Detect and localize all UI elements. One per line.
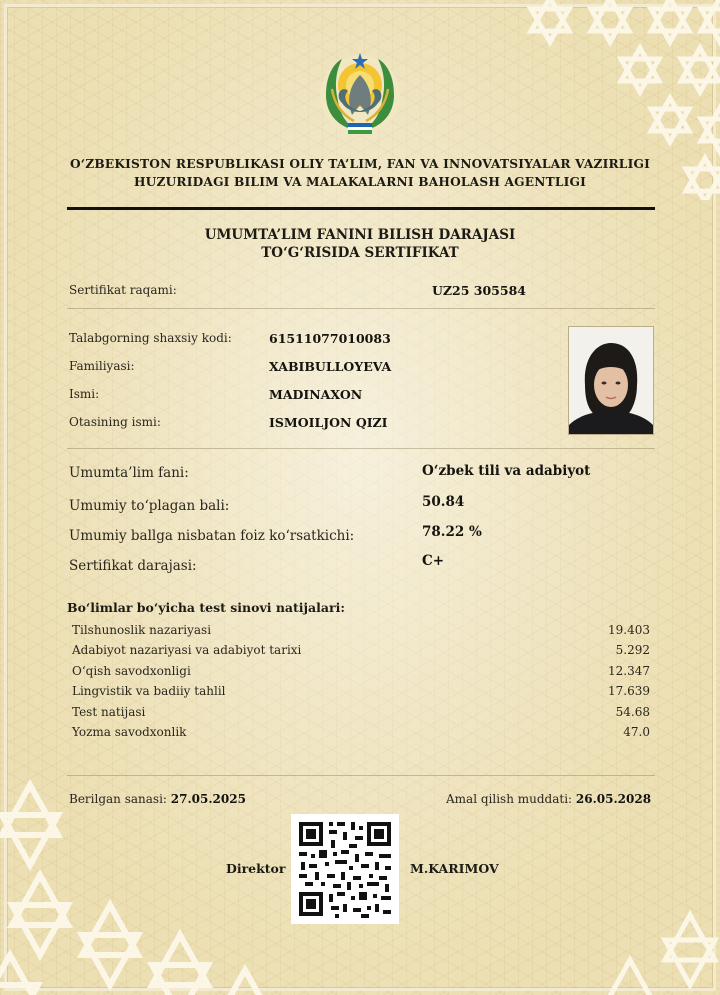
section-score: 47.0	[623, 725, 650, 739]
divider	[67, 775, 655, 776]
section-results-heading: Bo‘limlar bo‘yicha test sinovi natijalari:	[67, 600, 345, 615]
section-result-row	[72, 725, 650, 745]
section-score: 19.403	[608, 623, 650, 637]
certificate-level-value: C+	[422, 553, 445, 569]
qr-code-image	[291, 814, 399, 924]
agency-name	[60, 155, 660, 191]
section-result-row	[72, 684, 650, 704]
section-result-row	[72, 705, 650, 725]
agency-line-1: O‘ZBEKISTON RESPUBLIKASI OLIY TA’LIM, FAN VA INNOVATSIYALAR VAZIRLIGI	[69, 157, 650, 171]
certificate-title	[60, 226, 660, 262]
section-name: Tilshunoslik nazariyasi	[72, 623, 212, 637]
director-label: Direktor	[226, 861, 286, 876]
portrait-image	[569, 327, 653, 434]
valid-until-value: 26.05.2028	[575, 792, 652, 806]
total-score-value: 50.84	[422, 494, 465, 510]
name-value: MADINAXON	[269, 387, 363, 402]
divider	[67, 448, 655, 449]
agency-line-2: HUZURIDAGI BILIM VA MALAKALARNI BAHOLASH AGENTLIGI	[133, 175, 587, 189]
personal-id-label: Talabgorning shaxsiy kodi:	[69, 331, 232, 345]
qr-code-icon	[291, 814, 399, 924]
section-result-row	[72, 623, 650, 643]
section-result-row	[72, 643, 650, 663]
section-name: Adabiyot nazariyasi va adabiyot tarixi	[72, 643, 302, 657]
divider	[67, 308, 655, 309]
patronymic-value: ISMOILJON QIZI	[269, 415, 388, 430]
surname-value: XABIBULLOYEVA	[269, 359, 392, 374]
section-name: Lingvistik va badiiy tahlil	[72, 684, 226, 698]
section-result-row	[72, 664, 650, 684]
director-name: M.KARIMOV	[410, 861, 499, 876]
valid-until-label: Amal qilish muddati:	[446, 792, 573, 806]
section-name: Test natijasi	[72, 705, 146, 719]
portrait-photo	[568, 326, 654, 435]
certificate-level-label: Sertifikat darajasi:	[69, 558, 197, 574]
corner-ornament-bottom-right	[570, 875, 720, 995]
section-score: 5.292	[615, 643, 650, 657]
header-divider	[67, 207, 655, 210]
name-label: Ismi:	[69, 387, 100, 401]
section-score: 12.347	[608, 664, 650, 678]
certificate-number: UZ25 305584	[432, 283, 526, 298]
issue-date	[69, 792, 246, 806]
title-line-2: TO‘G‘RISIDA SERTIFIKAT	[261, 245, 459, 261]
subject-label: Umumta’lim fani:	[69, 465, 189, 481]
valid-until	[446, 792, 651, 806]
section-name: O‘qish savodxonligi	[72, 664, 191, 678]
percent-label: Umumiy ballga nisbatan foiz ko‘rsatkichi:	[69, 528, 355, 544]
section-name: Yozma savodxonlik	[72, 725, 187, 739]
section-score: 17.639	[608, 684, 650, 698]
section-score: 54.68	[615, 705, 650, 719]
title-line-1: UMUMTA’LIM FANINI BILISH DARAJASI	[204, 227, 516, 243]
state-emblem-icon	[312, 45, 408, 141]
issue-date-label: Berilgan sanasi:	[69, 792, 167, 806]
patronymic-label: Otasining ismi:	[69, 415, 161, 429]
issue-date-value: 27.05.2025	[170, 792, 246, 806]
certificate-number-label: Sertifikat raqami:	[69, 283, 177, 297]
percent-value: 78.22 %	[422, 524, 482, 540]
personal-id-value: 61511077010083	[269, 331, 391, 346]
total-score-label: Umumiy to‘plagan bali:	[69, 498, 230, 514]
subject-value: O‘zbek tili va adabiyot	[422, 463, 591, 479]
surname-label: Familiyasi:	[69, 359, 135, 373]
